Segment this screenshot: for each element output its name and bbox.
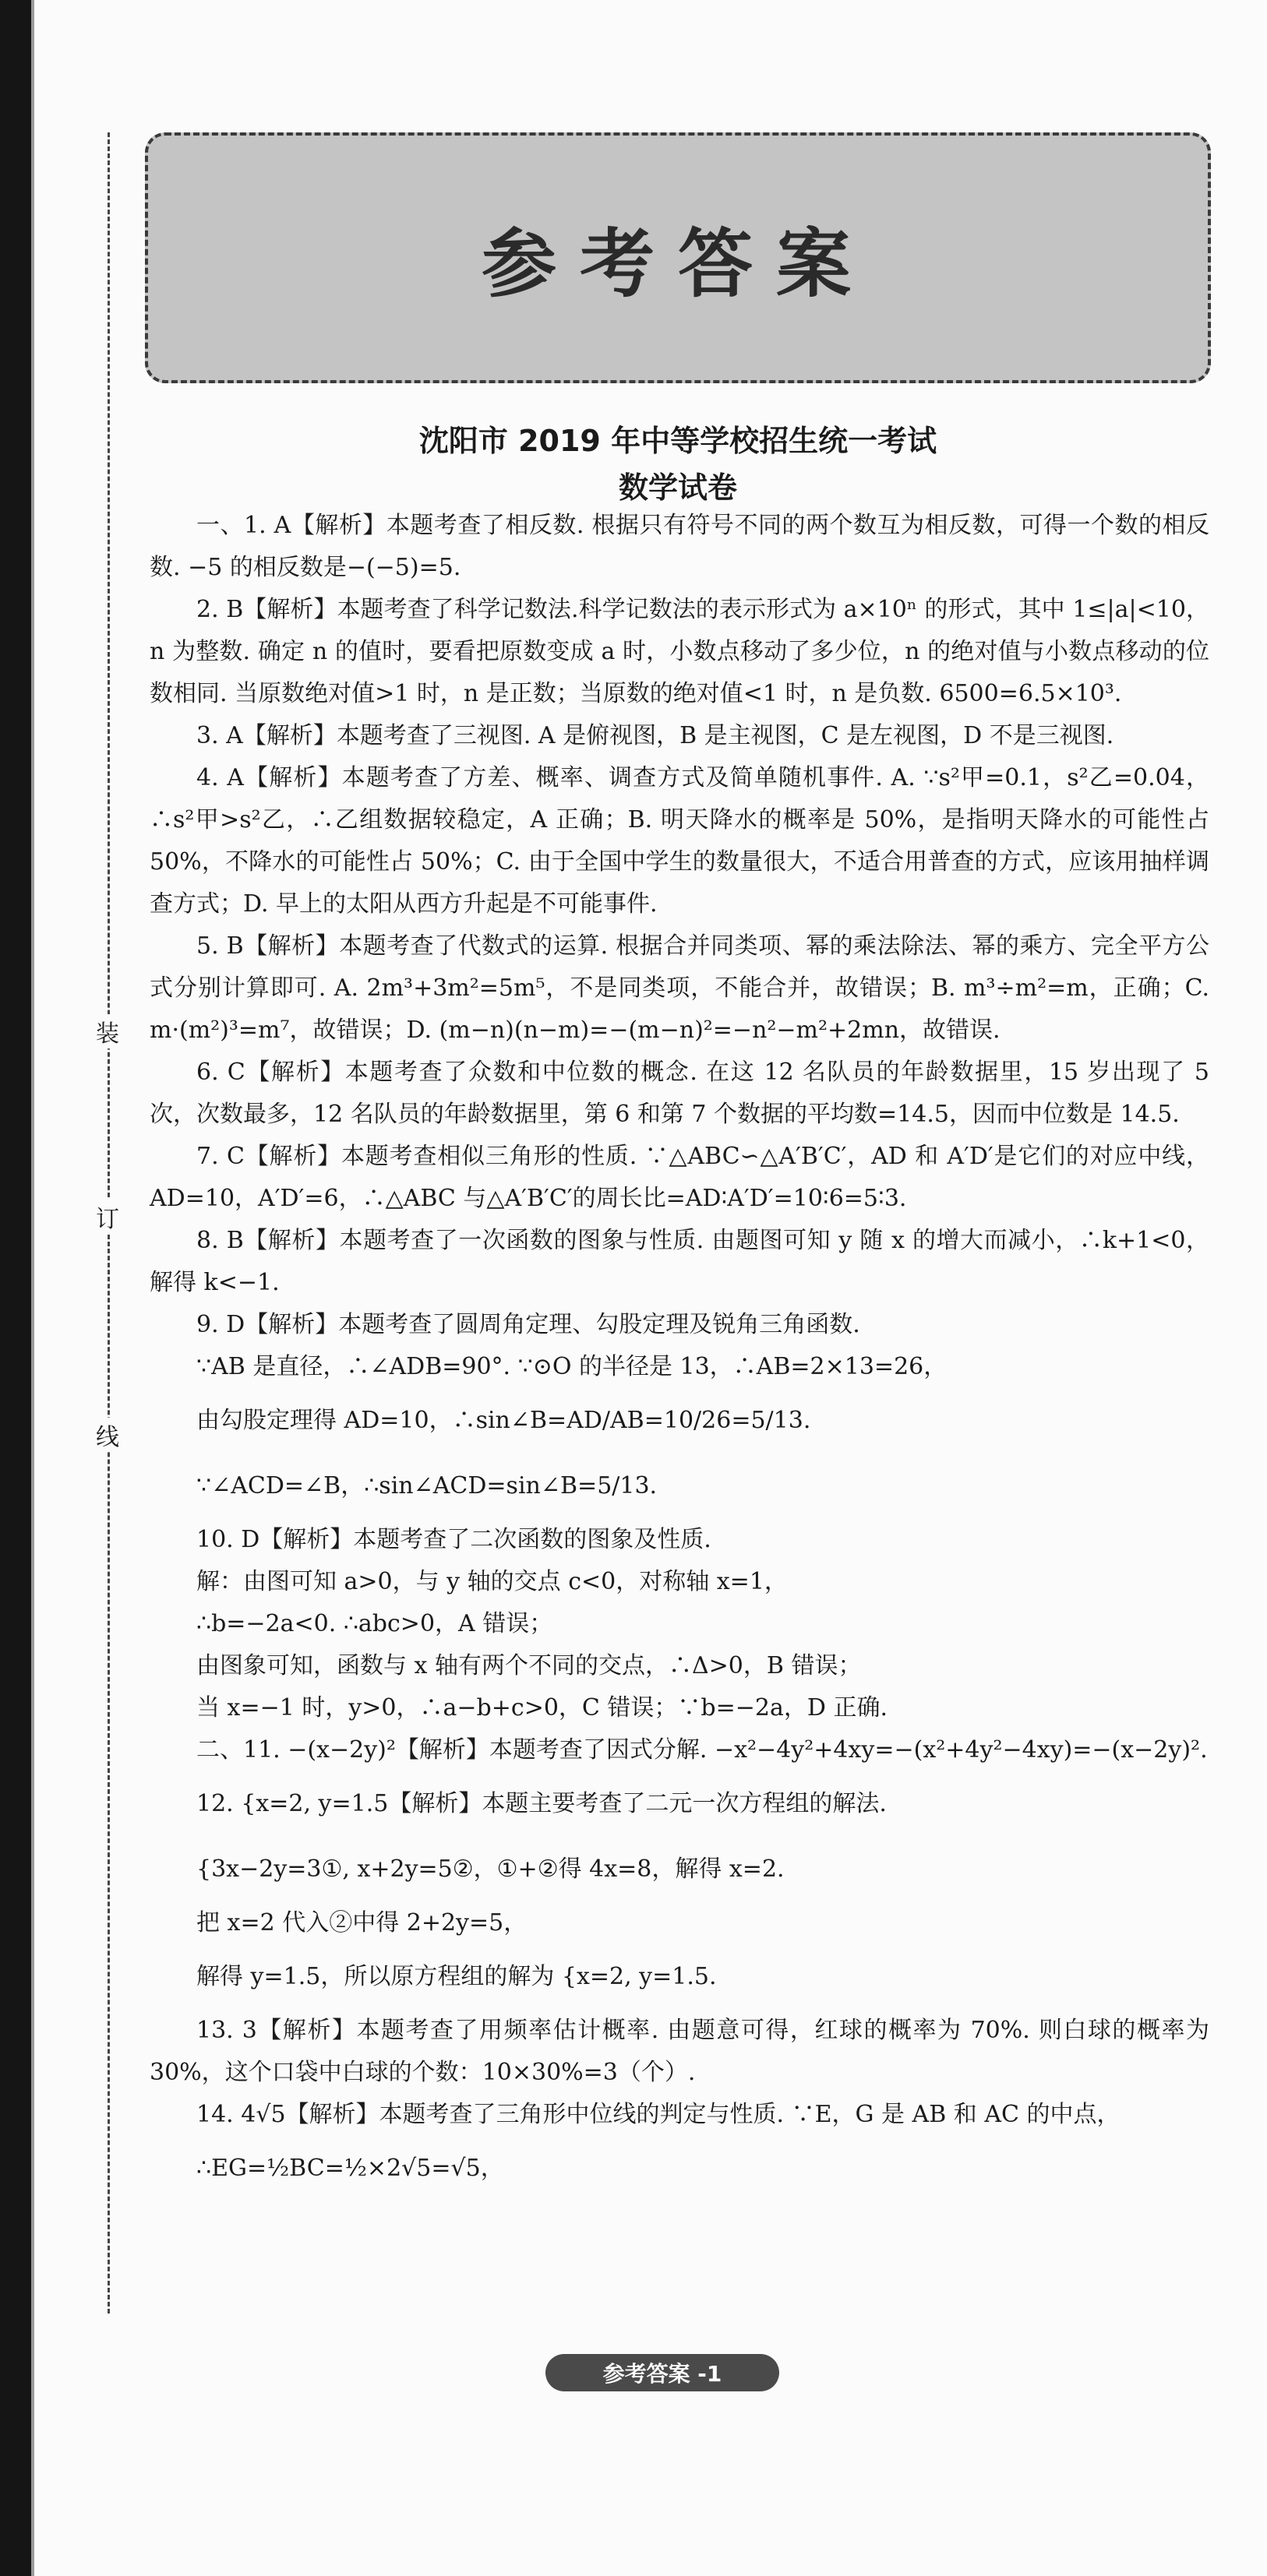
answer-9-step-1: ∵AB 是直径，∴∠ADB=90°. ∵⊙O 的半径是 13，∴AB=2×13=26， [196,1353,948,1380]
answer-6: 6. C【解析】本题考查了众数和中位数的概念. 在这 12 名队员的年龄数据里，15 岁出现了 5 次，次数最多，12 名队员的年龄数据里，第 6 和第 7 个数据的平均数=14.5，因而中位数是 14.5. [150,1059,1209,1128]
binding-mark-xian: 线 [94,1418,122,1452]
answer-2: 2. B【解析】本题考查了科学记数法.科学记数法的表示形式为 a×10ⁿ 的形式，其中 1≤|a|<10，n 为整数. 确定 n 的值时，要看把原数变成 a 时，小数点移动了多少位，n 的绝对值与小数点移动的位数相同. 当原数绝对值>1 时，n 是正数；当原数的绝对值<1 时，n 是负数. 6500=6.5×10³. [150,596,1209,707]
answer-8: 8. B【解析】本题考查了一次函数的图象与性质. 由题图可知 y 随 x 的增大而减小，∴k+1<0，解得 k<−1. [150,1227,1209,1296]
subject-heading: 数学试卷 [618,470,737,505]
answer-4: 4. A【解析】本题考查了方差、概率、调查方式及简单随机事件. A. ∵s²甲=0.1，s²乙=0.04，∴s²甲>s²乙，∴乙组数据较稳定，A 正确；B. 明天降水的概率是 50%，是指明天降水的可能性占 50%，不降水的可能性占 50%；C. 由于全国中学生的数量很大，不适合用普查的方式，应该用抽样调查方式；D. 早上的太阳从西方升起是不可能事件. [150,764,1209,918]
answer-9: 9. D【解析】本题考查了圆周角定理、勾股定理及锐角三角函数. [196,1311,860,1338]
answer-10-step-3: 由图象可知，函数与 x 轴有两个不同的交点，∴Δ>0，B 错误； [196,1652,862,1679]
title-banner [145,132,1211,383]
binding-mark-zhuang: 装 [94,1014,122,1048]
answer-content [150,505,1209,2201]
answer-13: 13. 3【解析】本题考查了用频率估计概率. 由题意可得，红球的概率为 70%. 则白球的概率为 30%，这个口袋中白球的个数：10×30%=3（个）. [150,2017,1209,2086]
answer-7: 7. C【解析】本题考查相似三角形的性质. ∵△ABC∽△A′B′C′，AD 和 A′D′是它们的对应中线，AD=10，A′D′=6，∴△ABC 与△A′B′C′的周长比=AD∶A′D′=10∶6=5∶3. [150,1143,1209,1212]
answer-14: 14. 4√5【解析】本题考查了三角形中位线的判定与性质. ∵E，G 是 AB 和 AC 的中点， [196,2101,1121,2128]
answer-12: 12. {x=2, y=1.5【解析】本题主要考查了二元一次方程组的解法. [196,1790,887,1817]
answer-5: 5. B【解析】本题考查了代数式的运算. 根据合并同类项、幂的乘法除法、幂的乘方、完全平方公式分别计算即可. A. 2m³+3m²=5m⁵，不是同类项，不能合并，故错误；B. m³÷m²=m，正确；C. m·(m²)³=m⁷，故错误；D. (m−n)(n−m)=−(m−n)²=−n²−m²+2mn，故错误. [150,932,1209,1044]
answer-12-step-3: 解得 y=1.5，所以原方程组的解为 {x=2, y=1.5. [196,1963,717,1990]
answer-12-step-2: 把 x=2 代入②中得 2+2y=5， [196,1909,528,1936]
answer-11: 二、11. −(x−2y)²【解析】本题考查了因式分解. −x²−4y²+4xy=−(x²+4y²−4xy)=−(x−2y)². [196,1736,1208,1764]
page-footer-badge: 参考答案 -1 [545,2354,779,2391]
answer-12-step-1: {3x−2y=3①, x+2y=5②，①+②得 4x=8，解得 x=2. [196,1855,785,1883]
answer-3: 3. A【解析】本题考查了三视图. A 是俯视图，B 是主视图，C 是左视图，D 不是三视图. [196,722,1114,749]
book-spine [0,0,31,2576]
answer-10-step-1: 解：由图可知 a>0，与 y 轴的交点 c<0，对称轴 x=1， [196,1568,788,1595]
answer-1: 一、1. A【解析】本题考查了相反数. 根据只有符号不同的两个数互为相反数，可得一个数的相反数. −5 的相反数是−(−5)=5. [150,512,1209,581]
answer-10: 10. D【解析】本题考查了二次函数的图象及性质. [196,1526,711,1553]
answer-10-step-2: ∴b=−2a<0. ∴abc>0，A 错误； [196,1610,553,1637]
page-title: 参考答案 [482,220,874,308]
answer-9-step-3: ∵∠ACD=∠B，∴sin∠ACD=sin∠B=5/13. [196,1472,658,1499]
binding-mark-ding: 订 [94,1200,122,1234]
answer-10-step-4: 当 x=−1 时，y>0，∴a−b+c>0，C 错误；∵b=−2a，D 正确. [196,1694,888,1721]
spine-edge [31,0,34,2576]
answer-9-step-2: 由勾股定理得 AD=10，∴sin∠B=AD/AB=10/26=5/13. [196,1407,811,1434]
answer-14-step-1: ∴EG=½BC=½×2√5=√5， [196,2155,504,2182]
exam-heading: 沈阳市 2019 年中等学校招生统一考试 [418,424,937,458]
